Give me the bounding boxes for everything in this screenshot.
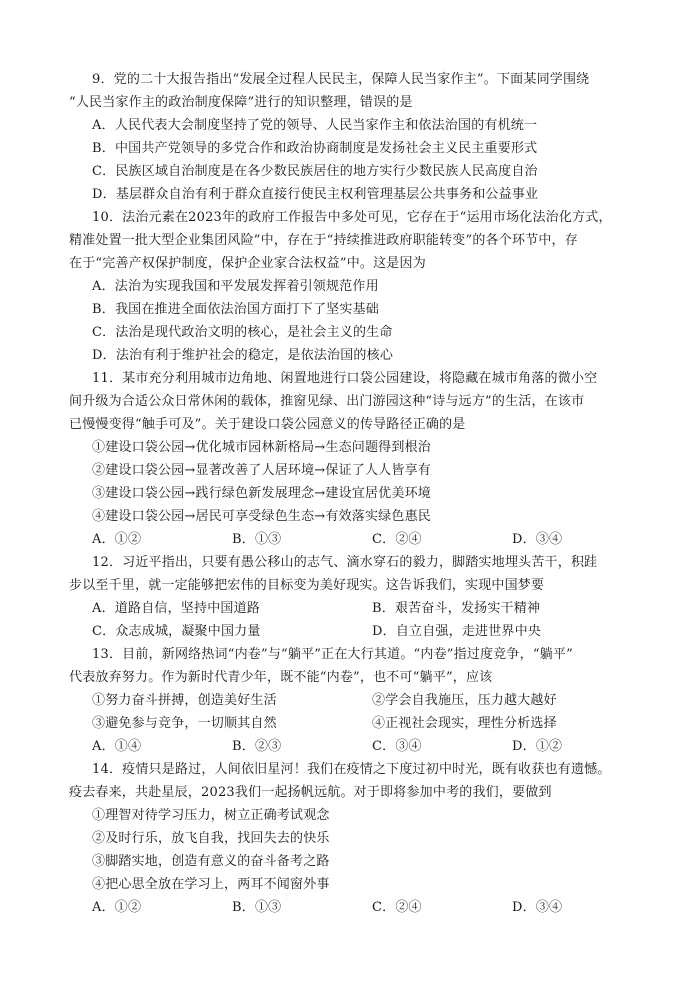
question-11-statement-2: ②建设口袋公园→显著改善了人居环境→保证了人人皆享有 (92, 463, 431, 478)
question-13-choice-d: D．①② (512, 739, 563, 754)
question-10-option-c: C．法治是现代政治文明的核心，是社会主义的生命 (92, 325, 393, 340)
question-14-choice-c: C．②④ (372, 900, 422, 915)
question-12-choice-b: B．艰苦奋斗，发扬实干精神 (372, 601, 541, 616)
question-11-choice-b: B．①③ (232, 532, 282, 547)
question-10-option-a: A．法治为实现我国和平发展发挥着引领规范作用 (92, 279, 379, 294)
question-14-statement-1: ①理智对待学习压力，树立正确考试观念 (92, 808, 330, 823)
question-14-choice-d: D．③④ (512, 900, 563, 915)
question-14-choice-b: B．①③ (232, 900, 282, 915)
question-11-statement-4: ④建设口袋公园→居民可享受绿色生态→有效落实绿色惠民 (92, 509, 431, 524)
question-11-statement-1: ①建设口袋公园→优化城市园林新格局→生态问题得到根治 (92, 440, 431, 455)
question-14-stem-line-1: 14．疫情只是路过，人间依旧星河！我们在疫情之下度过初中时光，既有收获也有遗憾。 (92, 762, 611, 777)
question-12-choice-a: A．道路自信，坚持中国道路 (92, 601, 260, 616)
question-13-stem-line-1: 13．目前，新网络热词“内卷”与“躺平”正在大行其道。“内卷”指过度竞争，“躺平” (92, 647, 573, 662)
question-14-stem-line-2: 疫去春来，共赴星辰，2023我们一起扬帆远航。对于即将参加中考的我们，要做到 (69, 785, 552, 800)
question-14-statement-3: ③脚踏实地，创造有意义的奋斗备考之路 (92, 854, 330, 869)
question-13-stem-line-2: 代表放弃努力。作为新时代青少年，既不能“内卷”，也不可“躺平”，应该 (69, 670, 493, 685)
question-11-choice-d: D．③④ (512, 532, 563, 547)
question-13-statement-4: ④正视社会现实，理性分析选择 (372, 716, 557, 731)
question-13-statement-2: ②学会自我施压，压力越大越好 (372, 693, 557, 708)
question-11-choice-c: C．②④ (372, 532, 422, 547)
question-13-statement-1: ①努力奋斗拼搏，创造美好生活 (92, 693, 277, 708)
question-9-stem-line-2: “人民当家作主的政治制度保障”进行的知识整理，错误的是 (69, 95, 413, 110)
question-11-choice-a: A．①② (92, 532, 142, 547)
question-13-choice-a: A．①④ (92, 739, 142, 754)
question-12-choice-c: C．众志成城，凝聚中国力量 (92, 624, 261, 639)
question-11-stem-line-2: 间升级为合适公众日常休闲的载体，推窗见绿、出门游园这种“诗与远方”的生活，在该市 (69, 394, 585, 409)
question-9-stem-line-1: 9．党的二十大报告指出“发展全过程人民民主，保障人民当家作主”。下面某同学围绕 (92, 72, 590, 87)
question-9-option-d: D．基层群众自治有利于群众直接行使民主权利管理基层公共事务和公益事业 (92, 187, 539, 202)
question-14-statement-4: ④把心思全放在学习上，两耳不闻窗外事 (92, 877, 330, 892)
question-10-stem-line-1: 10．法治元素在2023年的政府工作报告中多处可见，它存在于“运用市场化法治化方式， (92, 210, 612, 225)
question-14-statement-2: ②及时行乐，放飞自我，找回失去的快乐 (92, 831, 330, 846)
question-10-stem-line-3: 在于“完善产权保护制度，保护企业家合法权益”中。这是因为 (69, 256, 426, 271)
question-12-stem-line-1: 12．习近平指出，只要有愚公移山的志气、滴水穿石的毅力，脚踏实地埋头苦干，积跬 (92, 555, 598, 570)
question-10-option-b: B．我国在推进全面依法治国方面打下了坚实基础 (92, 302, 379, 317)
question-14-choice-a: A．①② (92, 900, 142, 915)
question-12-choice-d: D．自立自强，走进世界中央 (372, 624, 542, 639)
question-13-choice-c: C．③④ (372, 739, 422, 754)
question-12-stem-line-2: 步以至千里，就一定能够把宏伟的目标变为美好现实。这告诉我们，实现中国梦要 (69, 578, 545, 593)
question-9-option-a: A．人民代表大会制度坚持了党的领导、人民当家作主和依法治国的有机统一 (92, 118, 538, 133)
question-13-choice-b: B．②③ (232, 739, 282, 754)
question-10-stem-line-2: 精准处置一批大型企业集团风险”中，存在于“持续推进政府职能转变”的各个环节中，存 (69, 233, 578, 248)
question-11-statement-3: ③建设口袋公园→践行绿色新发展理念→建设宜居优美环境 (92, 486, 431, 501)
question-9-option-c: C．民族区域自治制度是在各少数民族居住的地方实行少数民族人民高度自治 (92, 164, 538, 179)
question-13-statement-3: ③避免参与竞争，一切顺其自然 (92, 716, 277, 731)
question-9-option-b: B．中国共产党领导的多党合作和政治协商制度是发扬社会主义民主重要形式 (92, 141, 538, 156)
question-11-stem-line-3: 已慢慢变得“触手可及”。关于建设口袋公园意义的传导路径正确的是 (69, 417, 466, 432)
question-10-option-d: D．法治有利于维护社会的稳定，是依法治国的核心 (92, 348, 394, 363)
question-11-stem-line-1: 11．某市充分利用城市边角地、闲置地进行口袋公园建设，将隐藏在城市角落的微小空 (92, 371, 598, 386)
